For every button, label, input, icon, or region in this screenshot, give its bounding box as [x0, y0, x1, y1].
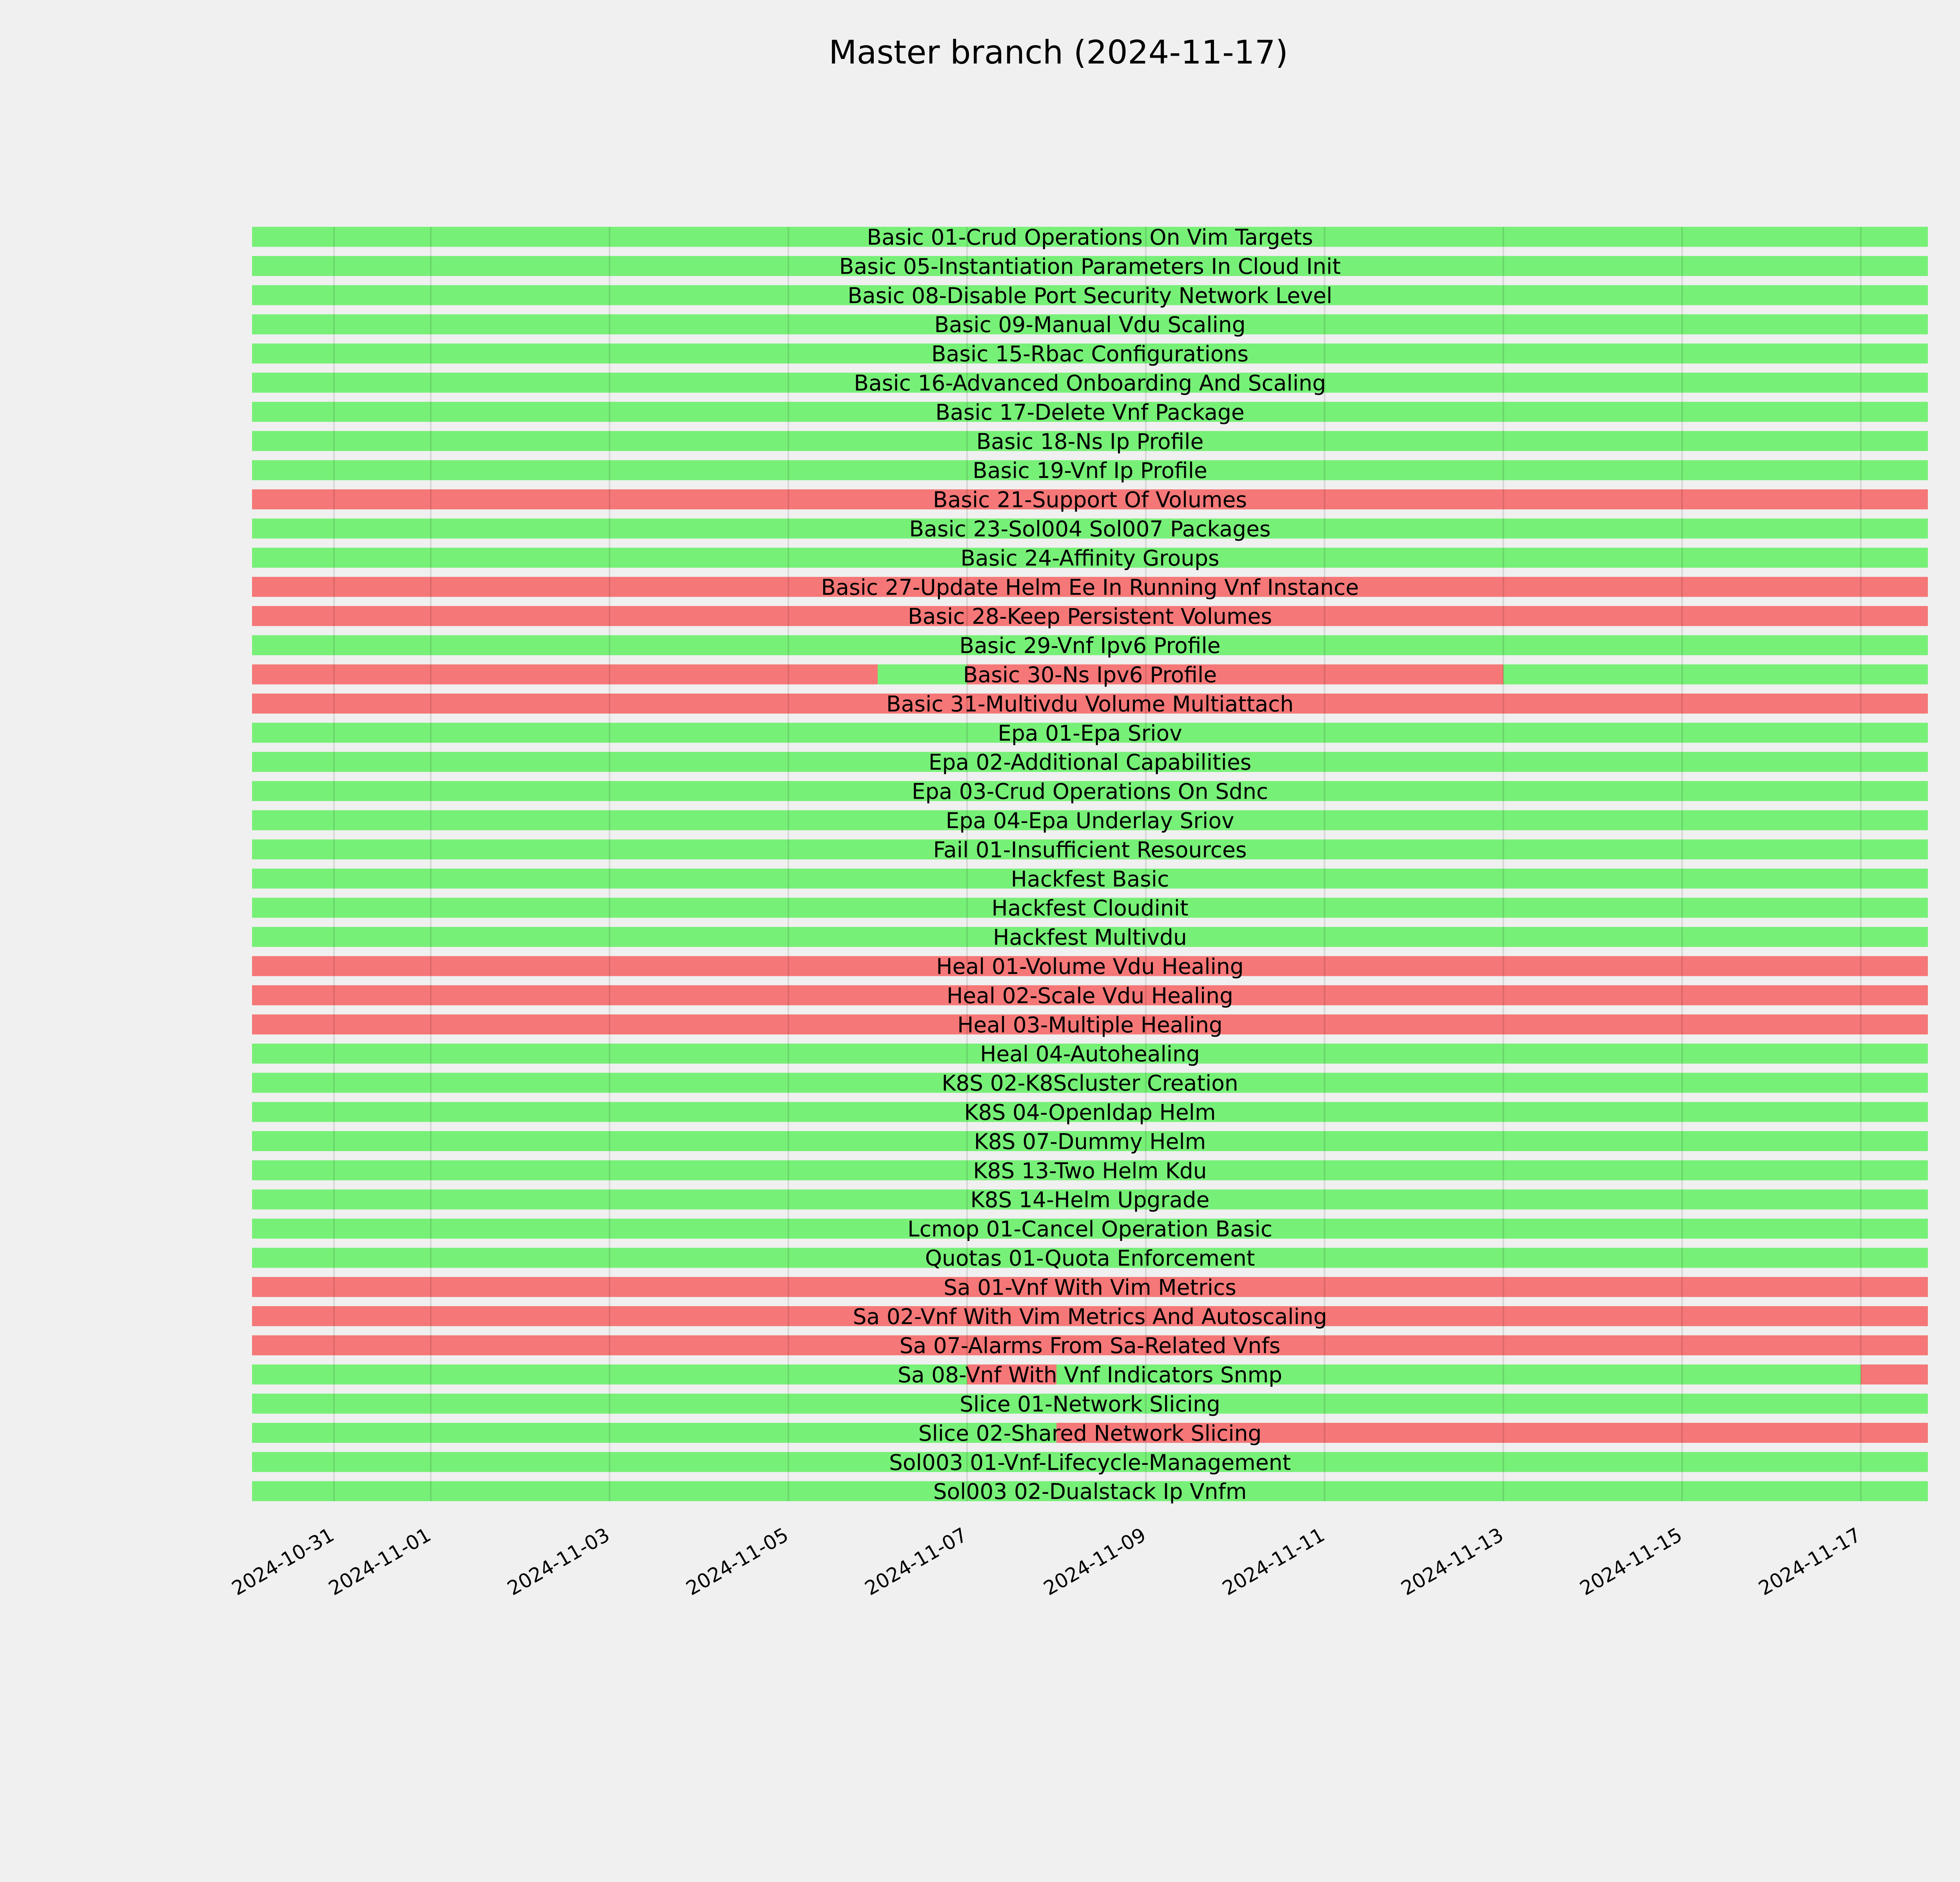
- x-tick-label: 2024-11-05: [682, 1523, 792, 1600]
- test-name-label: Hackfest Cloudinit: [991, 896, 1189, 921]
- test-name-label: Basic 01-Crud Operations On Vim Targets: [867, 225, 1313, 250]
- test-name-label: Quotas 01-Quota Enforcement: [925, 1246, 1255, 1271]
- test-name-label: Basic 18-Ns Ip Profile: [976, 429, 1204, 454]
- status-bar-segment-fail: [252, 665, 878, 685]
- test-name-label: Epa 04-Epa Underlay Sriov: [946, 808, 1234, 833]
- test-name-label: Basic 21-Support Of Volumes: [933, 487, 1247, 512]
- x-tick-label: 2024-11-07: [861, 1523, 971, 1600]
- test-name-label: Sa 08-Vnf With Vnf Indicators Snmp: [897, 1362, 1283, 1388]
- test-name-label: Sol003 02-Dualstack Ip Vnfm: [933, 1479, 1247, 1504]
- x-tick-label: 2024-10-31: [228, 1523, 338, 1600]
- test-name-label: Basic 24-Affinity Groups: [960, 545, 1220, 571]
- test-name-label: Basic 31-Multivdu Volume Multiattach: [886, 691, 1294, 717]
- test-name-label: K8S 07-Dummy Helm: [974, 1129, 1206, 1154]
- x-tick-label: 2024-11-01: [325, 1523, 435, 1600]
- test-name-label: Basic 05-Instantiation Parameters In Cloud Init: [839, 254, 1341, 279]
- status-bar-segment-pass: [1503, 665, 1928, 685]
- test-name-label: Basic 17-Delete Vnf Package: [935, 400, 1245, 425]
- x-tick-label: 2024-11-15: [1576, 1523, 1686, 1600]
- test-name-label: Sa 02-Vnf With Vim Metrics And Autoscaling: [853, 1304, 1327, 1329]
- test-name-label: K8S 13-Two Helm Kdu: [973, 1158, 1207, 1183]
- status-bar-segment-pass: [878, 665, 967, 685]
- test-name-label: Lcmop 01-Cancel Operation Basic: [907, 1216, 1272, 1242]
- test-name-label: Basic 29-Vnf Ipv6 Profile: [959, 633, 1221, 658]
- x-tick-label: 2024-11-11: [1218, 1523, 1328, 1600]
- test-name-label: Heal 02-Scale Vdu Healing: [946, 983, 1234, 1008]
- test-name-label: Heal 01-Volume Vdu Healing: [936, 954, 1244, 979]
- test-name-label: Basic 15-Rbac Configurations: [931, 341, 1249, 367]
- test-name-label: Basic 27-Update Helm Ee In Running Vnf Instance: [821, 574, 1359, 600]
- test-name-label: Heal 03-Multiple Healing: [957, 1012, 1223, 1037]
- test-name-label: Hackfest Multivdu: [993, 925, 1187, 950]
- test-name-label: Sol003 01-Vnf-Lifecycle-Management: [889, 1450, 1291, 1475]
- x-tick-label: 2024-11-13: [1397, 1523, 1507, 1600]
- test-name-label: Basic 28-Keep Persistent Volumes: [907, 604, 1272, 629]
- test-name-label: K8S 02-K8Scluster Creation: [942, 1070, 1238, 1096]
- test-name-label: Slice 02-Shared Network Slicing: [918, 1421, 1262, 1446]
- test-name-label: Heal 04-Autohealing: [980, 1041, 1200, 1067]
- status-bar-segment-fail: [1861, 1364, 1928, 1384]
- test-name-label: Basic 19-Vnf Ip Profile: [973, 458, 1207, 483]
- chart-title: Master branch (2024-11-17): [829, 33, 1288, 71]
- x-tick-label: 2024-11-17: [1755, 1523, 1865, 1600]
- test-name-label: Epa 01-Epa Sriov: [998, 720, 1182, 746]
- test-name-label: Basic 09-Manual Vdu Scaling: [934, 312, 1246, 338]
- test-name-label: Basic 23-Sol004 Sol007 Packages: [909, 516, 1271, 541]
- test-name-label: Epa 02-Additional Capabilities: [928, 750, 1252, 775]
- test-name-label: Basic 30-Ns Ipv6 Profile: [963, 662, 1217, 687]
- test-name-label: Basic 08-Disable Port Security Network Level: [848, 283, 1332, 308]
- test-name-label: Sa 07-Alarms From Sa-Related Vnfs: [899, 1333, 1281, 1359]
- x-tick-label: 2024-11-09: [1040, 1523, 1150, 1600]
- test-name-label: Hackfest Basic: [1011, 866, 1169, 892]
- x-tick-label: 2024-11-03: [503, 1523, 613, 1600]
- test-name-label: Epa 03-Crud Operations On Sdnc: [911, 779, 1269, 804]
- test-name-label: Fail 01-Insufficient Resources: [933, 837, 1247, 863]
- test-name-label: Sa 01-Vnf With Vim Metrics: [944, 1275, 1236, 1300]
- test-name-label: K8S 14-Helm Upgrade: [970, 1187, 1210, 1213]
- test-name-label: Slice 01-Network Slicing: [960, 1392, 1220, 1417]
- test-name-label: Basic 16-Advanced Onboarding And Scaling: [854, 371, 1326, 396]
- test-name-label: K8S 04-Openldap Helm: [964, 1100, 1216, 1125]
